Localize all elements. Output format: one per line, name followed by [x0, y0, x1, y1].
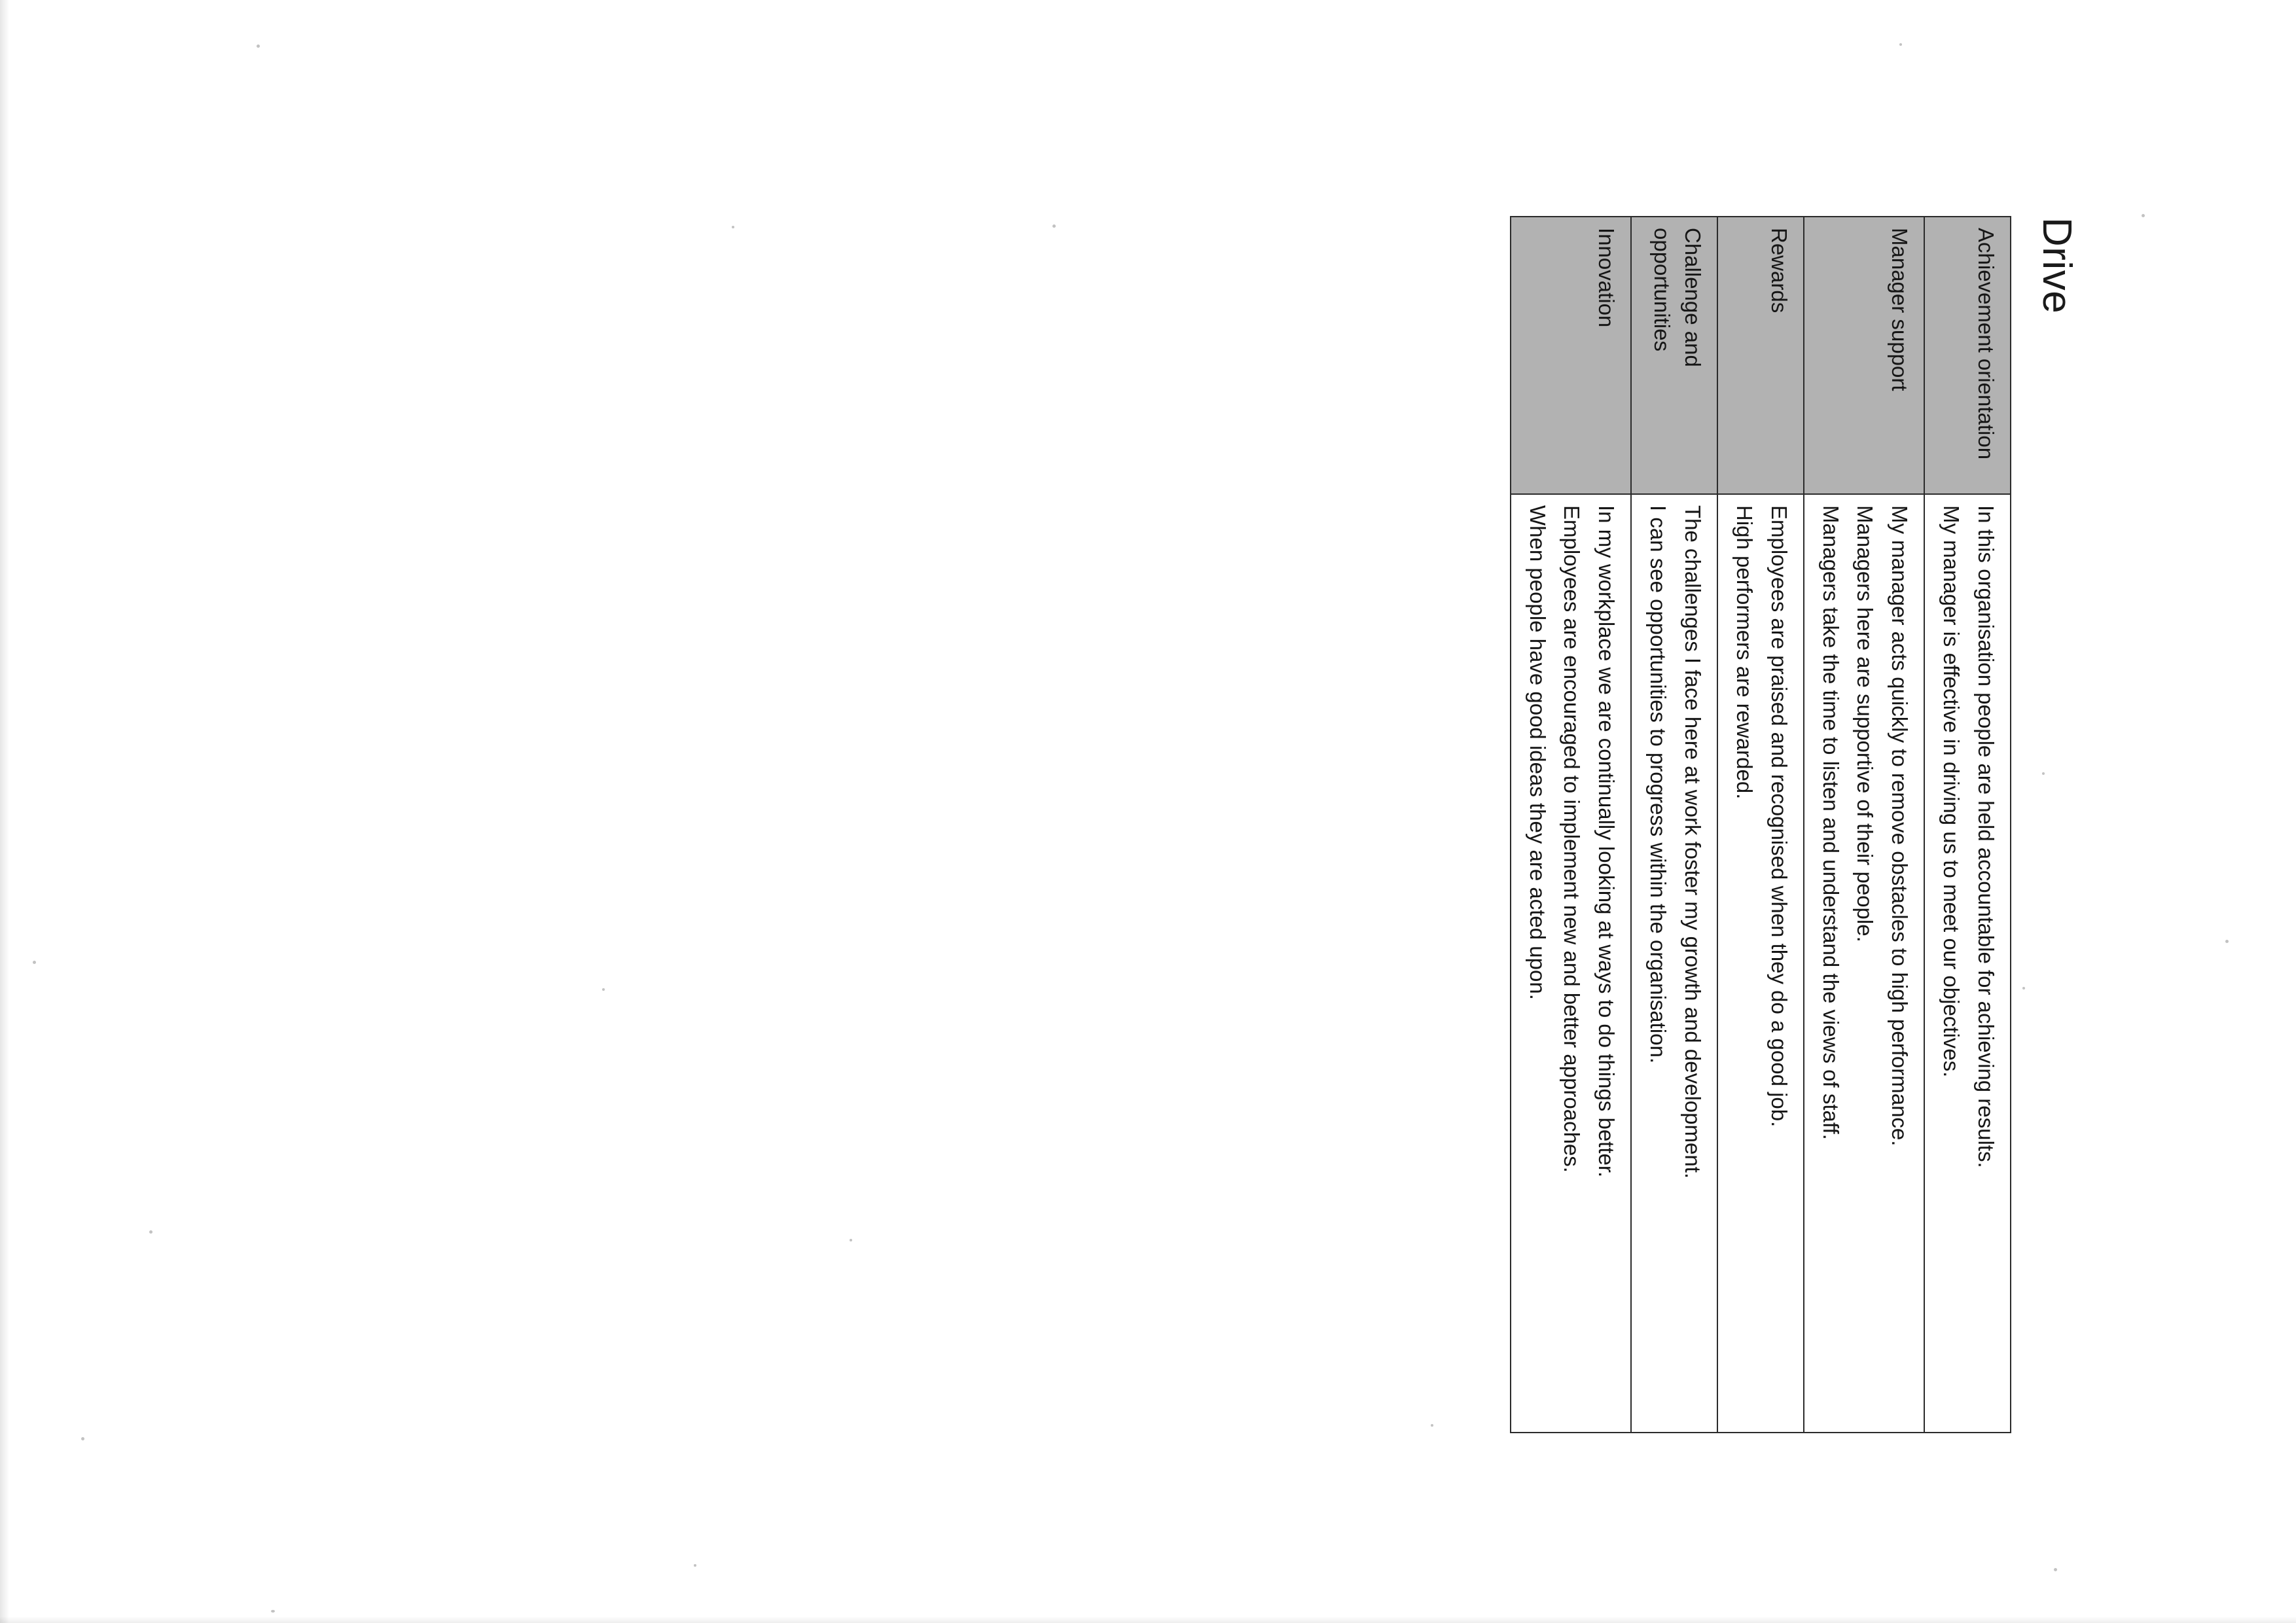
- item-text: My manager is effective in driving us to meet our objectives.: [1939, 505, 1964, 1078]
- item-text: Employees are encouraged to implement new and better approaches.: [1560, 505, 1585, 1173]
- table-row: [1804, 217, 1925, 1433]
- dimension-cell: [1631, 217, 1717, 494]
- item-text: Employees are praised and recognised when they do a good job.: [1767, 505, 1791, 1128]
- drive-dimensions-table: [1510, 216, 2011, 1433]
- item-text: My manager acts quickly to remove obstacles to high performance.: [1888, 505, 1912, 1147]
- table-row: [1717, 217, 1804, 1433]
- dimension-cell: [1511, 217, 1632, 494]
- table-row: [1511, 217, 1632, 1433]
- dimension-cell: [1804, 217, 1925, 494]
- table-row: [1924, 217, 2011, 1433]
- dimension-label: Achievement orientation: [1974, 228, 1998, 460]
- item-text: In this organisation people are held accountable for achieving results.: [1974, 505, 1998, 1168]
- dimension-cell: [1717, 217, 1804, 494]
- dimension-cell: [1924, 217, 2011, 494]
- item-text: Managers take the time to listen and understand the views of staff.: [1818, 505, 1843, 1140]
- item-text: In my workplace we are continually looking at ways to do things better.: [1594, 505, 1619, 1178]
- item-text: The challenges I face here at work foster my growth and development.: [1680, 505, 1705, 1179]
- item-text: When people have good ideas they are acted upon.: [1525, 505, 1550, 1000]
- items-cell: [1631, 494, 1717, 1433]
- dimension-label: Challenge and opportunities: [1650, 228, 1705, 367]
- item-text: Managers here are supportive of their people.: [1853, 505, 1878, 942]
- item-text: I can see opportunities to progress within the organisation.: [1646, 505, 1671, 1064]
- items-cell: [1511, 494, 1632, 1433]
- dimension-label: Manager support: [1888, 228, 1912, 391]
- dimension-label: Innovation: [1594, 228, 1619, 328]
- item-text: High performers are rewarded.: [1732, 505, 1757, 800]
- items-cell: [1924, 494, 2011, 1433]
- items-cell: [1717, 494, 1804, 1433]
- items-cell: [1804, 494, 1925, 1433]
- page-title: Drive: [2034, 217, 2079, 314]
- table-row: [1631, 217, 1717, 1433]
- dimension-label: Rewards: [1767, 228, 1791, 313]
